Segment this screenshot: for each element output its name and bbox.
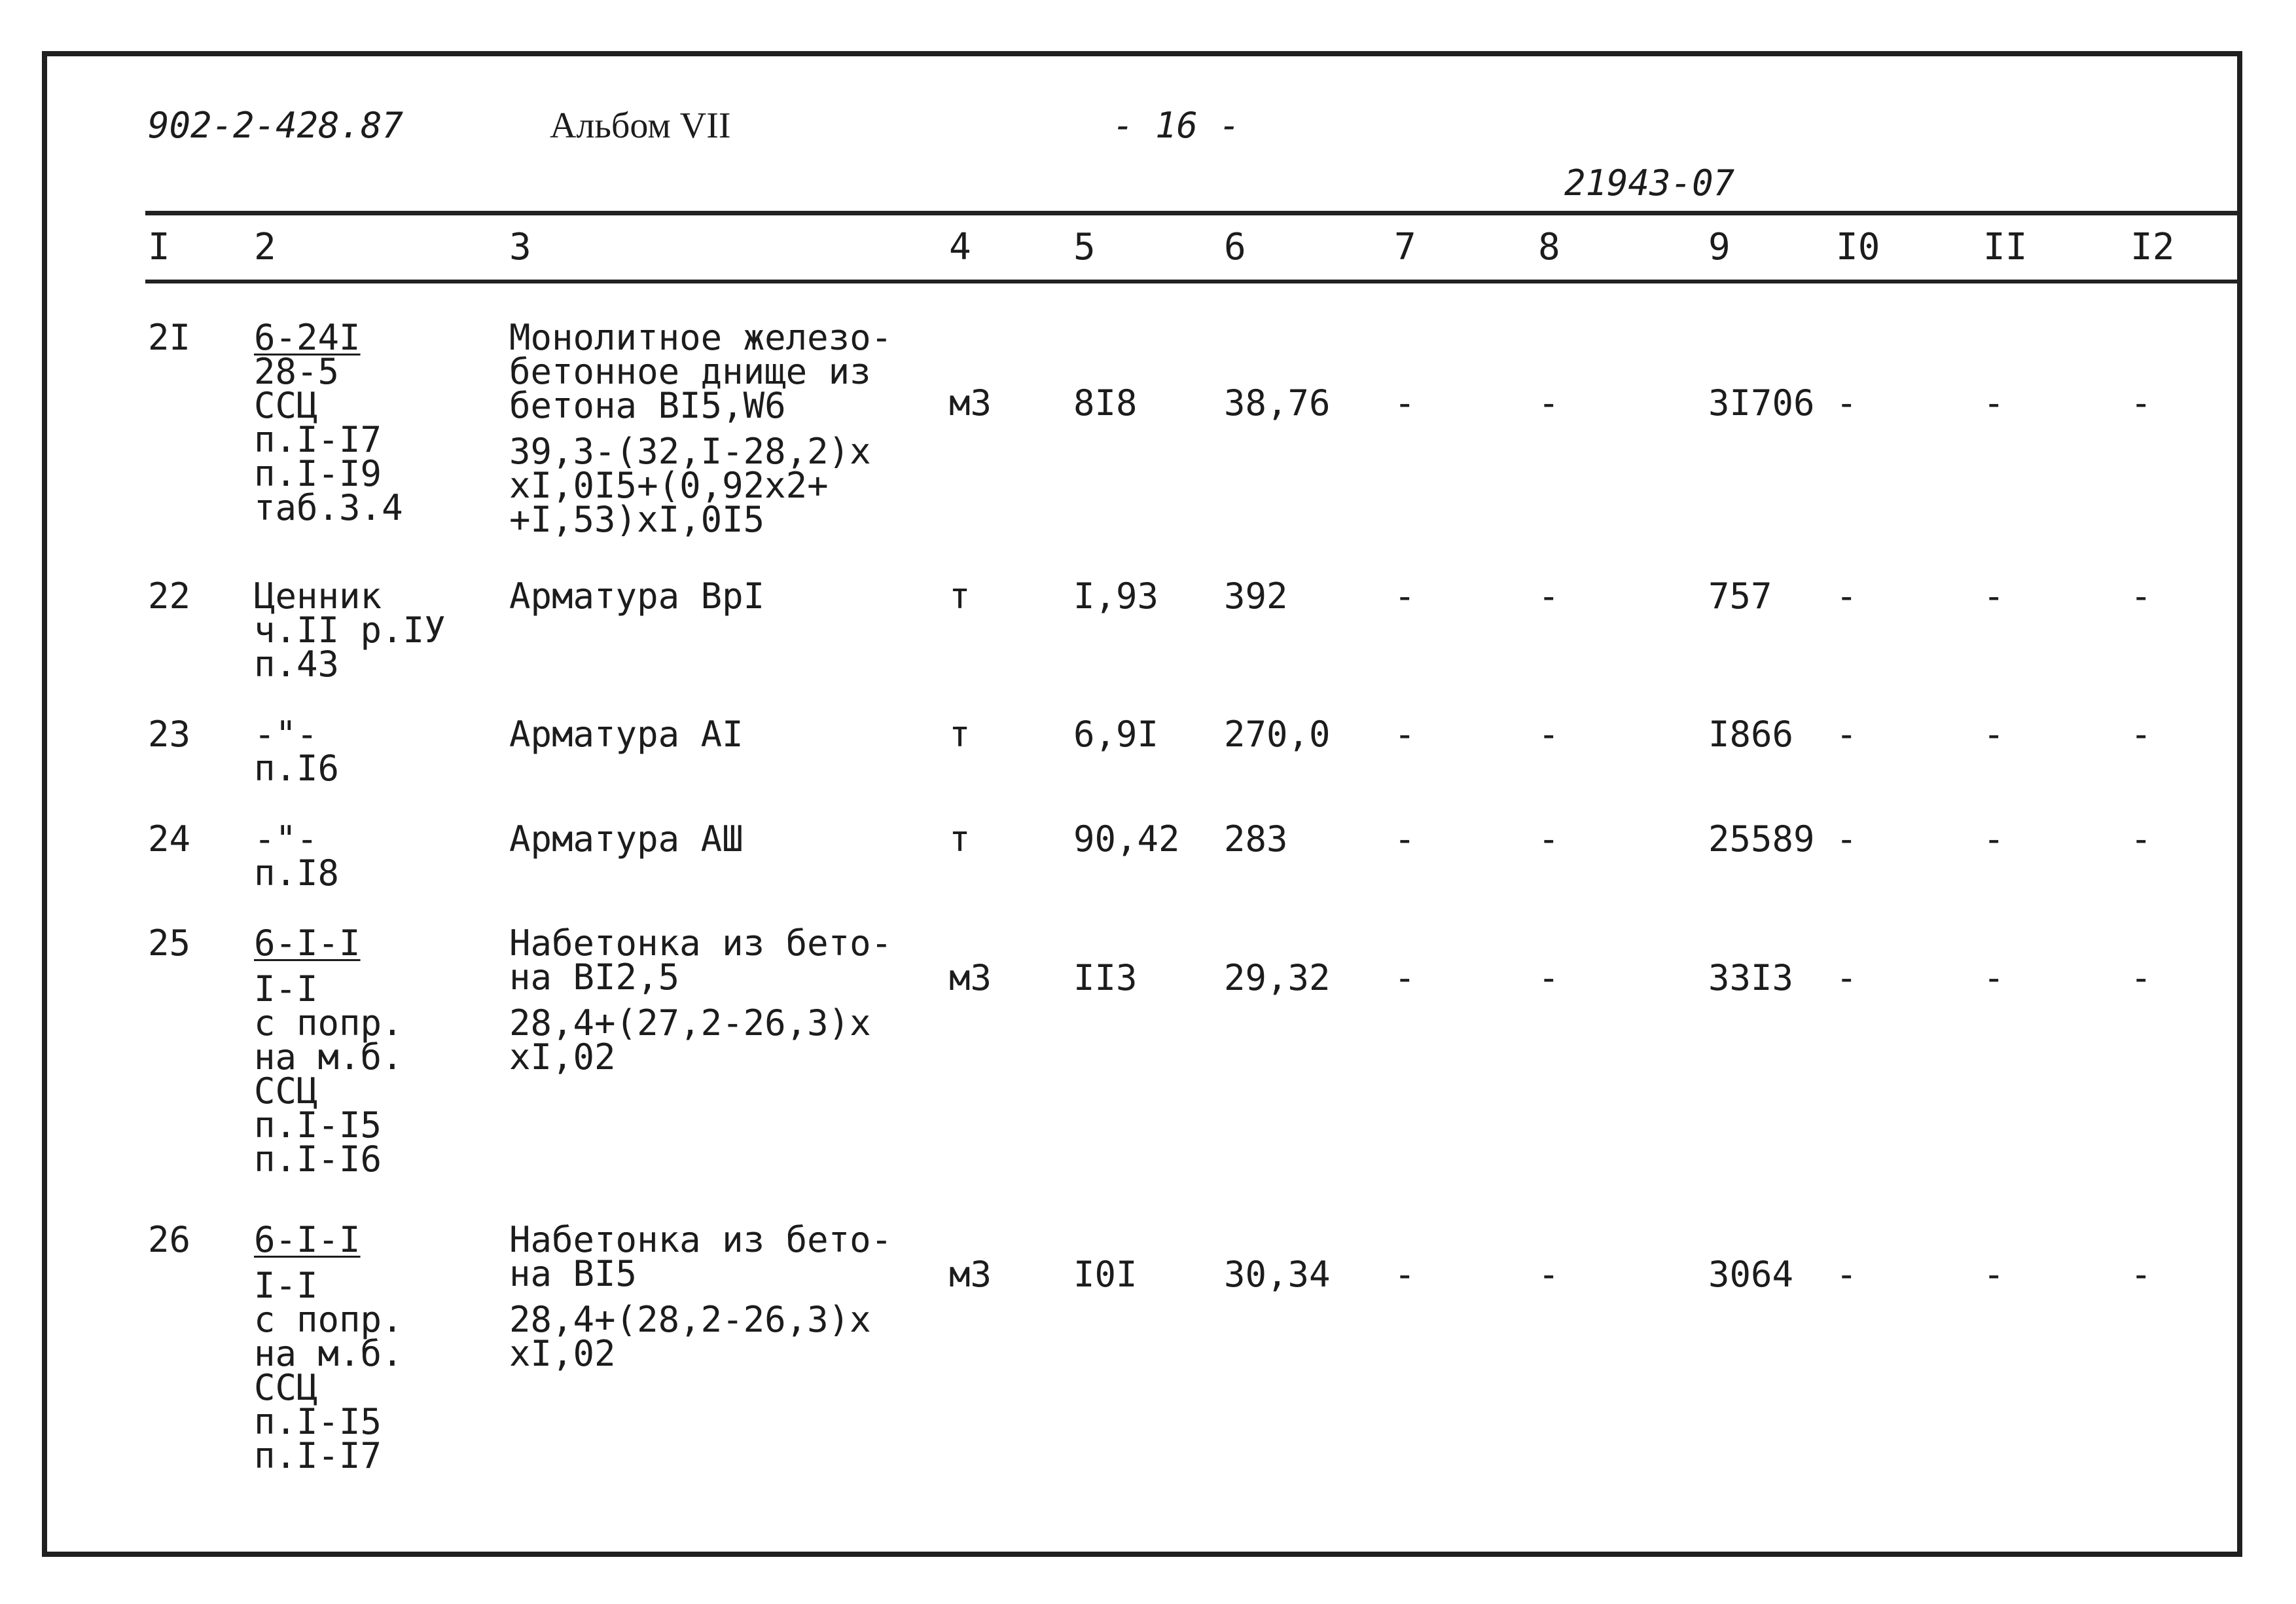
unit-cell: т xyxy=(949,818,971,860)
total-cell: 33I3 xyxy=(1708,957,1794,998)
col10-cell: - xyxy=(1836,575,1857,617)
unit-cell: т xyxy=(949,714,971,755)
basis-cell: Ценник ч.II р.IУ п.43 xyxy=(254,575,446,685)
col10-cell: - xyxy=(1836,382,1857,424)
basis-cell xyxy=(254,1219,403,1476)
col8-cell: - xyxy=(1538,1254,1560,1295)
table-header-rule xyxy=(145,280,2240,283)
col7-cell: - xyxy=(1394,575,1416,617)
total-cell: 25589 xyxy=(1708,818,1815,860)
basis-cell xyxy=(254,922,403,1180)
column-header-4: 4 xyxy=(949,226,971,268)
col12-cell: - xyxy=(2130,1254,2152,1295)
basis-main: 6-I-I xyxy=(254,922,361,964)
col8-cell: - xyxy=(1538,382,1560,424)
unit-cell: м3 xyxy=(949,1254,992,1295)
row-number: 23 xyxy=(148,714,191,755)
work-formula: 28,4+(28,2-26,3)x xI,02 xyxy=(509,1299,871,1374)
col8-cell: - xyxy=(1538,818,1560,860)
work-name: Арматура AШ xyxy=(509,818,744,860)
price-cell: 283 xyxy=(1224,818,1288,860)
quantity-cell: 8I8 xyxy=(1073,382,1138,424)
col12-cell: - xyxy=(2130,714,2152,755)
reference-number: 21943-07 xyxy=(1564,162,1735,204)
basis-rest: 28-5 ССЦ п.I-I7 п.I-I9 таб.3.4 xyxy=(254,351,403,528)
col11-cell: - xyxy=(1983,818,2005,860)
page-number: - 16 - xyxy=(1113,105,1241,146)
quantity-cell: 6,9I xyxy=(1073,714,1159,755)
row-number: 26 xyxy=(148,1219,191,1260)
col12-cell: - xyxy=(2130,818,2152,860)
col12-cell: - xyxy=(2130,382,2152,424)
col7-cell: - xyxy=(1394,382,1416,424)
basis-cell: -"- п.I8 xyxy=(254,818,340,894)
unit-cell: м3 xyxy=(949,957,992,998)
col10-cell: - xyxy=(1836,714,1857,755)
col7-cell: - xyxy=(1394,957,1416,998)
col8-cell: - xyxy=(1538,957,1560,998)
column-header-3: 3 xyxy=(509,226,531,268)
col12-cell: - xyxy=(2130,575,2152,617)
work-name: Набетонка из бето- на BI5 xyxy=(509,1219,893,1294)
basis-rest: I-I с попр. на м.б. ССЦ п.I-I5 п.I-I6 xyxy=(254,968,403,1180)
row-number: 24 xyxy=(148,818,191,860)
quantity-cell: I0I xyxy=(1073,1254,1138,1295)
total-cell: 3I706 xyxy=(1708,382,1815,424)
basis-rest: I-I с попр. на м.б. ССЦ п.I-I5 п.I-I7 xyxy=(254,1265,403,1476)
col8-cell: - xyxy=(1538,575,1560,617)
total-cell: I866 xyxy=(1708,714,1794,755)
basis-cell xyxy=(254,317,403,528)
column-header-11: II xyxy=(1983,226,2028,268)
quantity-cell: 90,42 xyxy=(1073,818,1180,860)
quantity-cell: II3 xyxy=(1073,957,1138,998)
col7-cell: - xyxy=(1394,818,1416,860)
row-number: 22 xyxy=(148,575,191,617)
work-name: Монолитное железо- бетонное днище из бетона BI5,W6 xyxy=(509,317,893,426)
column-header-9: 9 xyxy=(1708,226,1731,268)
col11-cell: - xyxy=(1983,575,2005,617)
column-header-5: 5 xyxy=(1073,226,1096,268)
work-description xyxy=(509,922,893,1078)
basis-main: 6-I-I xyxy=(254,1219,361,1260)
row-number: 25 xyxy=(148,922,191,964)
price-cell: 30,34 xyxy=(1224,1254,1331,1295)
col10-cell: - xyxy=(1836,818,1857,860)
album-label: Альбом VII xyxy=(550,105,731,146)
work-formula: 39,3-(32,I-28,2)x xI,0I5+(0,92x2+ +I,53)xI,0I5 xyxy=(509,431,871,540)
col10-cell: - xyxy=(1836,1254,1857,1295)
basis-main: 6-24I xyxy=(254,317,361,358)
column-header-10: I0 xyxy=(1836,226,1880,268)
column-header-8: 8 xyxy=(1538,226,1560,268)
col10-cell: - xyxy=(1836,957,1857,998)
col7-cell: - xyxy=(1394,1254,1416,1295)
column-header-1: I xyxy=(148,226,170,268)
col12-cell: - xyxy=(2130,957,2152,998)
column-header-12: I2 xyxy=(2130,226,2175,268)
col11-cell: - xyxy=(1983,382,2005,424)
col11-cell: - xyxy=(1983,714,2005,755)
document-code: 902-2-428.87 xyxy=(148,105,404,146)
column-header-2: 2 xyxy=(254,226,276,268)
work-description xyxy=(509,317,893,540)
table-top-rule xyxy=(145,211,2240,215)
unit-cell: м3 xyxy=(949,382,992,424)
price-cell: 392 xyxy=(1224,575,1288,617)
col11-cell: - xyxy=(1983,1254,2005,1295)
price-cell: 270,0 xyxy=(1224,714,1331,755)
basis-cell: -"- п.I6 xyxy=(254,714,340,789)
work-formula: 28,4+(27,2-26,3)x xI,02 xyxy=(509,1002,871,1078)
price-cell: 29,32 xyxy=(1224,957,1331,998)
total-cell: 3064 xyxy=(1708,1254,1794,1295)
quantity-cell: I,93 xyxy=(1073,575,1159,617)
price-cell: 38,76 xyxy=(1224,382,1331,424)
col8-cell: - xyxy=(1538,714,1560,755)
work-name: Арматура AI xyxy=(509,714,744,755)
work-name: Набетонка из бето- на BI2,5 xyxy=(509,922,893,998)
row-number: 2I xyxy=(148,317,191,358)
col11-cell: - xyxy=(1983,957,2005,998)
work-name: Арматура BpI xyxy=(509,575,765,617)
total-cell: 757 xyxy=(1708,575,1772,617)
column-header-6: 6 xyxy=(1224,226,1246,268)
work-description xyxy=(509,1219,893,1374)
unit-cell: т xyxy=(949,575,971,617)
column-header-7: 7 xyxy=(1394,226,1416,268)
col7-cell: - xyxy=(1394,714,1416,755)
